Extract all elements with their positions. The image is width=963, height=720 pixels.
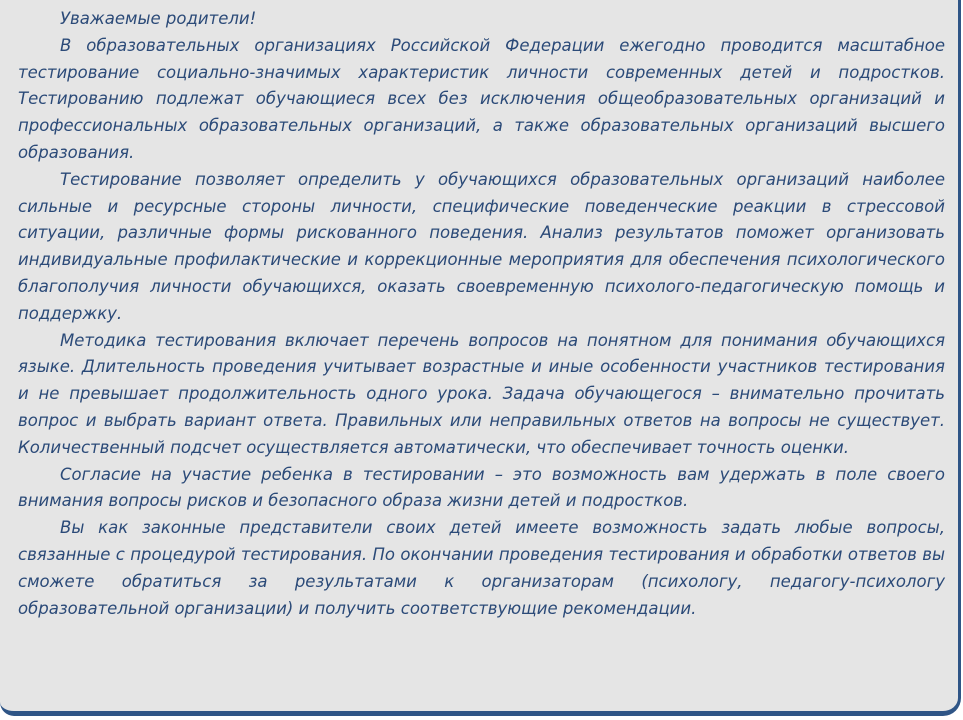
- paragraph-purpose: Тестирование позволяет определить у обучающихся образовательных организаций наиболее сильные и ресурсные стороны личности, специфические поведенческие реакции в стрессовой ситуации, различные формы рискованного поведения. Анализ результатов поможет организовать индивидуальные профилактические и коррекционные мероприятия для обеспечения психологического благополучия личности обучающихся, оказать своевременную психолого-педагогическую помощь и поддержку.: [18, 169, 945, 323]
- greeting: Уважаемые родители!: [60, 9, 257, 28]
- paragraph-results: Вы как законные представители своих детей имеете возможность задать любые вопросы, связанные с процедурой тестирования. По окончании проведения тестирования и обработки ответов вы сможете обратиться за результатами к организаторам (психологу, педагогу-психологу образовательной организации) и получить соответствующие рекомендации.: [18, 518, 945, 618]
- paragraph-method: Методика тестирования включает перечень вопросов на понятном для понимания обучающихся языке. Длительность проведения учитывает возрастные и иные особенности участников тестирования и не превышает продолжительность одного урока. Задача обучающегося – внимательно прочитать вопрос и выбрать вариант ответа. Правильных или неправильных ответов на вопросы не существует. Количественный подсчет осуществляется автоматически, что обеспечивает точность оценки.: [18, 330, 945, 457]
- paragraph-intro: В образовательных организациях Российской Федерации ежегодно проводится масштабное тестирование социально-значимых характеристик личности современных детей и подростков. Тестированию подлежат обучающиеся всех без исключения общеобразовательных организаций и профессиональных образовательных организаций, а также образовательных организаций высшего образования.: [18, 35, 945, 162]
- paragraph-consent: Согласие на участие ребенка в тестировании – это возможность вам удержать в поле своего внимания вопросы рисков и безопасного образа жизни детей и подростков.: [18, 464, 945, 511]
- document-body: [18, 6, 945, 622]
